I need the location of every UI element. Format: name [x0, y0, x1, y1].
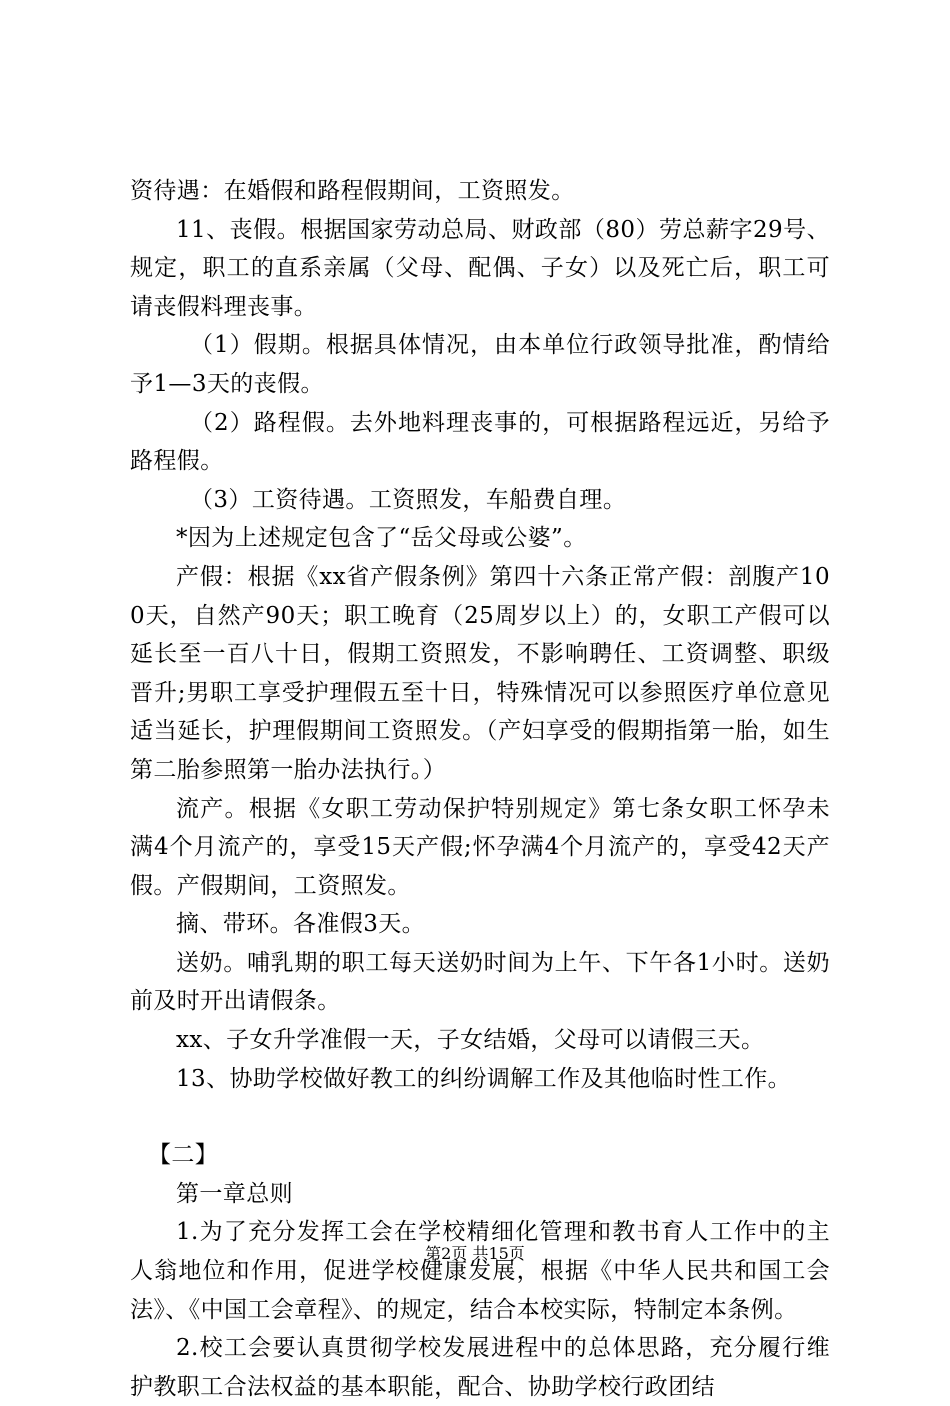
document-body: [130, 172, 830, 1406]
article-2: 2.校工会要认真贯彻学校发展进程中的总体思路，充分履行维护教职工合法权益的基本职能，配合、协助学校行政团结: [130, 1335, 830, 1400]
article-1: 1.为了充分发挥工会在学校精细化管理和教书育人工作中的主人翁地位和作用，促进学校健康发展，根据《中华人民共和国工会法》、《中国工会章程》、的规定，结合本校实际，特制定本条例。: [130, 1219, 830, 1323]
paragraph-dispute-mediation: 13、协助学校做好教工的纠纷调解工作及其他临时性工作。: [176, 1065, 792, 1092]
paragraph-maternity-leave: 产假：根据《xx省产假条例》第四十六条正常产假：剖腹产100天，自然产90天；职工晚育（25周岁以上）的，女职工产假可以延长至一百八十日，假期工资照发，不影响聘任、工资调整、职级晋升;男职工享受护理假五至十日，特殊情况可以参照医疗单位意见适当延长，护理假期间工资照发。（产妇享受的假期指第一胎，如生第二胎参照第一胎办法执行。）: [130, 563, 830, 783]
paragraph-wage-treatment: （3）工资待遇。工资照发，车船费自理。: [190, 486, 627, 513]
chapter-title: 第一章总则: [176, 1180, 293, 1207]
paragraph-leave-period: （1）假期。根据具体情况，由本单位行政领导批准，酌情给予1—3天的丧假。: [130, 332, 830, 397]
page-number-footer: 第2页 共15页: [425, 1244, 525, 1263]
paragraph-iud-leave: 摘、带环。各准假3天。: [176, 911, 426, 938]
paragraph-miscarriage-leave: 流产。根据《女职工劳动保护特别规定》第七条女职工怀孕未满4个月流产的，享受15天产假;怀孕满4个月流产的，享受42天产假。产假期间，工资照发。: [130, 795, 830, 899]
paragraph-continuation: 资待遇：在婚假和路程假期间，工资照发。: [130, 178, 575, 204]
paragraph-children-leave: xx、子女升学准假一天，子女结婚，父母可以请假三天。: [176, 1027, 765, 1054]
paragraph-nursing-time: 送奶。哺乳期的职工每天送奶时间为上午、下午各1小时。送奶前及时开出请假条。: [130, 949, 830, 1015]
paragraph-funeral-leave: 11、丧假。根据国家劳动总局、财政部（80）劳总薪字29号、规定，职工的直系亲属（父母、配偶、子女）以及死亡后，职工可请丧假料理丧事。: [130, 216, 830, 320]
paragraph-travel-leave: （2）路程假。去外地料理丧事的，可根据路程远近，另给予路程假。: [130, 409, 830, 475]
paragraph-note: *因为上述规定包含了“岳父母或公婆”。: [176, 525, 587, 552]
section-heading: 【二】: [148, 1142, 219, 1169]
